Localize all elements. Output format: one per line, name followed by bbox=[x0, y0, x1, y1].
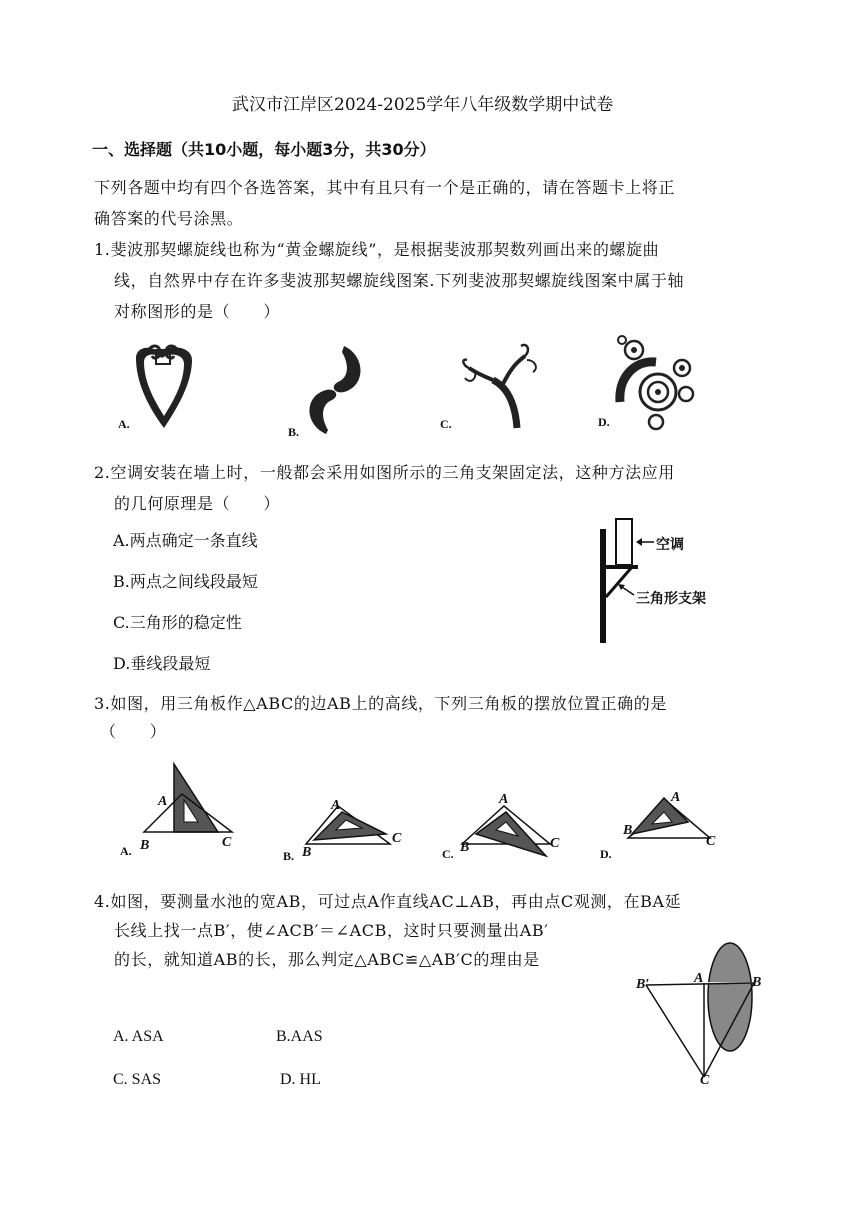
q3-a-point-a: A bbox=[158, 794, 168, 809]
q1-figure-a bbox=[130, 340, 200, 435]
q3-d-point-c: C bbox=[706, 834, 716, 849]
q4-line-1: 4.如图，要测量水池的宽AB，可过点A作直线AC⊥AB，再由点C观测，在BA延 bbox=[94, 892, 682, 911]
q3-label-c: C. bbox=[442, 847, 454, 861]
q4-point-c: C bbox=[700, 1073, 710, 1088]
q1-figure-c bbox=[455, 338, 550, 430]
q3-a-point-b: B bbox=[140, 838, 150, 853]
q1-label-c: C. bbox=[440, 417, 452, 431]
q2-bracket-figure bbox=[594, 515, 654, 645]
instruction-line-1: 下列各题中均有四个各选答案，其中有且只有一个是正确的，请在答题卡上将正 bbox=[94, 178, 676, 197]
q1-label-b: B. bbox=[288, 425, 300, 439]
q3-line-2: （ ） bbox=[100, 722, 167, 741]
q3-b-point-b: B bbox=[302, 845, 312, 860]
q4-line-3: 的长，就知道AB的长，那么判定△ABC≌△AB′C的理由是 bbox=[114, 950, 540, 969]
q1-label-d: D. bbox=[598, 415, 610, 429]
q3-figure-b bbox=[300, 800, 400, 850]
q4-point-b: B bbox=[752, 975, 762, 990]
q4-pond-figure bbox=[630, 935, 765, 1085]
q3-figure-c bbox=[458, 800, 558, 862]
q2-line-2: 的几何原理是（ ） bbox=[114, 494, 281, 513]
q4-option-a: A. ASA bbox=[113, 1028, 164, 1045]
q3-c-point-a: A bbox=[499, 792, 509, 807]
q1-line-1: 1.斐波那契螺旋线也称为“黄金螺旋线”，是根据斐波那契数列画出来的螺旋曲 bbox=[94, 240, 660, 259]
q2-option-d: D.垂线段最短 bbox=[113, 654, 211, 673]
section-heading: 一、选择题（共10小题，每小题3分，共30分） bbox=[92, 140, 436, 159]
q2-option-a: A.两点确定一条直线 bbox=[113, 531, 258, 550]
q4-point-b-prime: B′ bbox=[636, 977, 650, 992]
q2-line-1: 2.空调安装在墙上时，一般都会采用如图所示的三角支架固定法，这种方法应用 bbox=[94, 463, 675, 482]
q1-label-a: A. bbox=[118, 417, 130, 431]
q4-option-b: B.AAS bbox=[276, 1028, 323, 1045]
page-title: 武汉市江岸区2024-2025学年八年级数学期中试卷 bbox=[232, 95, 614, 115]
q3-b-point-a: A bbox=[331, 798, 341, 813]
q3-c-point-c: C bbox=[550, 836, 560, 851]
q3-d-point-b: B bbox=[623, 823, 633, 838]
q1-figure-b bbox=[300, 342, 370, 440]
q2-option-b: B.两点之间线段最短 bbox=[113, 572, 258, 591]
q3-label-b: B. bbox=[283, 849, 295, 863]
q2-arrow-bracket-icon bbox=[618, 584, 636, 598]
q2-callout-bracket: 三角形支架 bbox=[636, 591, 706, 607]
q3-figure-d bbox=[618, 794, 718, 850]
q1-line-2: 线，自然界中存在许多斐波那契螺旋线图案.下列斐波那契螺旋线图案中属于轴 bbox=[114, 271, 685, 290]
q4-option-d: D. HL bbox=[280, 1071, 321, 1088]
q3-label-d: D. bbox=[600, 847, 612, 861]
q1-line-3: 对称图形的是（ ） bbox=[114, 302, 281, 321]
q3-line-1: 3.如图，用三角板作△ABC的边AB上的高线，下列三角板的摆放位置正确的是 bbox=[94, 694, 667, 713]
q3-b-point-c: C bbox=[392, 831, 402, 846]
q3-c-point-b: B bbox=[460, 840, 470, 855]
q3-d-point-a: A bbox=[671, 790, 681, 805]
q2-callout-ac: 空调 bbox=[656, 537, 684, 553]
q2-arrow-ac-icon bbox=[636, 537, 654, 547]
q4-option-c: C. SAS bbox=[113, 1071, 162, 1088]
q2-option-c: C.三角形的稳定性 bbox=[113, 613, 242, 632]
q4-point-a: A bbox=[694, 971, 704, 986]
q3-a-point-c: C bbox=[222, 835, 232, 850]
instruction-line-2: 确答案的代号涂黑。 bbox=[94, 209, 244, 228]
q3-label-a: A. bbox=[120, 844, 132, 858]
q1-figure-d bbox=[612, 332, 700, 432]
q4-line-2: 长线上找一点B′，使∠ACB′＝∠ACB，这时只要测量出AB′ bbox=[114, 921, 549, 940]
